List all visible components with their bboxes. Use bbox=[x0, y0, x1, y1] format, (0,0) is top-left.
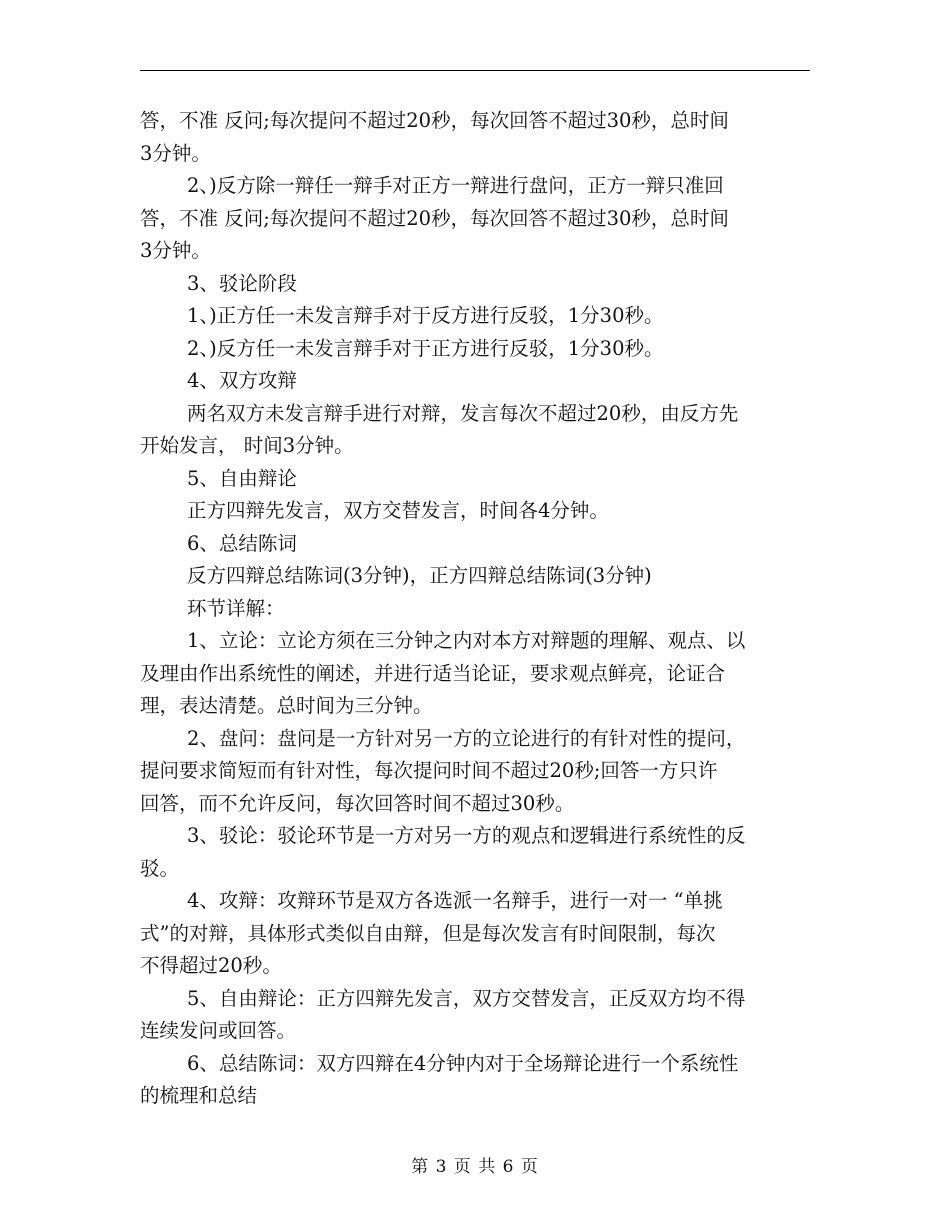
text-line: 3、驳论：驳论环节是一方对另一方的观点和逻辑进行系统性的反 bbox=[187, 824, 746, 847]
text-line: 5、自由辩论：正方四辩先发言，双方交替发言，正反双方均不得 bbox=[187, 986, 746, 1010]
text-line: 3分钟。 bbox=[140, 141, 211, 165]
page-number: 第 3 页 共 6 页 bbox=[411, 1157, 539, 1177]
text-line: 开始发言， 时间3分钟。 bbox=[140, 434, 354, 457]
text-line: 答，不准 反问;每次提问不超过20秒，每次回答不超过30秒，总时间 bbox=[140, 206, 729, 230]
text-line: 2、盘问：盘问是一方针对另一方的立论进行的有针对性的提问， bbox=[187, 726, 746, 750]
header-rule bbox=[140, 70, 810, 71]
text-line: 2、)反方除一辩任一辩手对正方一辩进行盘问，正方一辩只准回 bbox=[187, 174, 724, 197]
text-line: 式”的对辩，具体形式类似自由辩，但是每次发言有时间限制，每次 bbox=[140, 921, 716, 945]
document-body bbox=[140, 105, 810, 1113]
text-line: 1、)正方任一未发言辩手对于反方进行反驳，1分30秒。 bbox=[187, 304, 664, 327]
text-line: 6、总结陈词：双方四辩在4分钟内对于全场辩论进行一个系统性 bbox=[187, 1051, 739, 1075]
text-line: 答，不准 反问;每次提问不超过20秒，每次回答不超过30秒，总时间 bbox=[140, 109, 729, 132]
text-line: 不得超过20秒。 bbox=[140, 954, 282, 977]
text-line: 驳。 bbox=[140, 856, 180, 880]
text-line: 3分钟。 bbox=[140, 239, 211, 262]
section-heading: 4、双方攻辩 bbox=[187, 369, 297, 392]
section-heading: 6、总结陈词 bbox=[187, 531, 297, 555]
section-heading: 5、自由辩论 bbox=[187, 466, 297, 490]
text-line: 4、攻辩：攻辩环节是双方各选派一名辩手，进行一对一 “单挑 bbox=[187, 889, 723, 912]
text-line: 的梳理和总结 bbox=[140, 1084, 258, 1107]
text-line: 两名双方未发言辩手进行对辩，发言每次不超过20秒，由反方先 bbox=[187, 401, 739, 425]
text-line: 及理由作出系统性的阐述，并进行适当论证，要求观点鲜亮，论证合 bbox=[140, 661, 726, 685]
section-heading: 3、驳论阶段 bbox=[187, 271, 297, 295]
text-line: 提问要求简短而有针对性，每次提问时间不超过20秒;回答一方只许 bbox=[140, 759, 718, 782]
text-line: 理，表达清楚。总时间为三分钟。 bbox=[140, 694, 433, 717]
text-line: 连续发问或回答。 bbox=[140, 1019, 297, 1042]
text-line: 反方四辩总结陈词(3分钟)，正方四辩总结陈词(3分钟) bbox=[187, 564, 652, 587]
text-line: 正方四辩先发言，双方交替发言，时间各4分钟。 bbox=[187, 499, 609, 522]
text-line: 2、)反方任一未发言辩手对于正方进行反驳，1分30秒。 bbox=[187, 336, 664, 360]
text-line: 回答，而不允许反问，每次回答时间不超过30秒。 bbox=[140, 791, 575, 815]
text-line: 1、立论：立论方须在三分钟之内对本方对辩题的理解、观点、以 bbox=[187, 629, 746, 652]
section-heading: 环节详解： bbox=[187, 596, 285, 620]
